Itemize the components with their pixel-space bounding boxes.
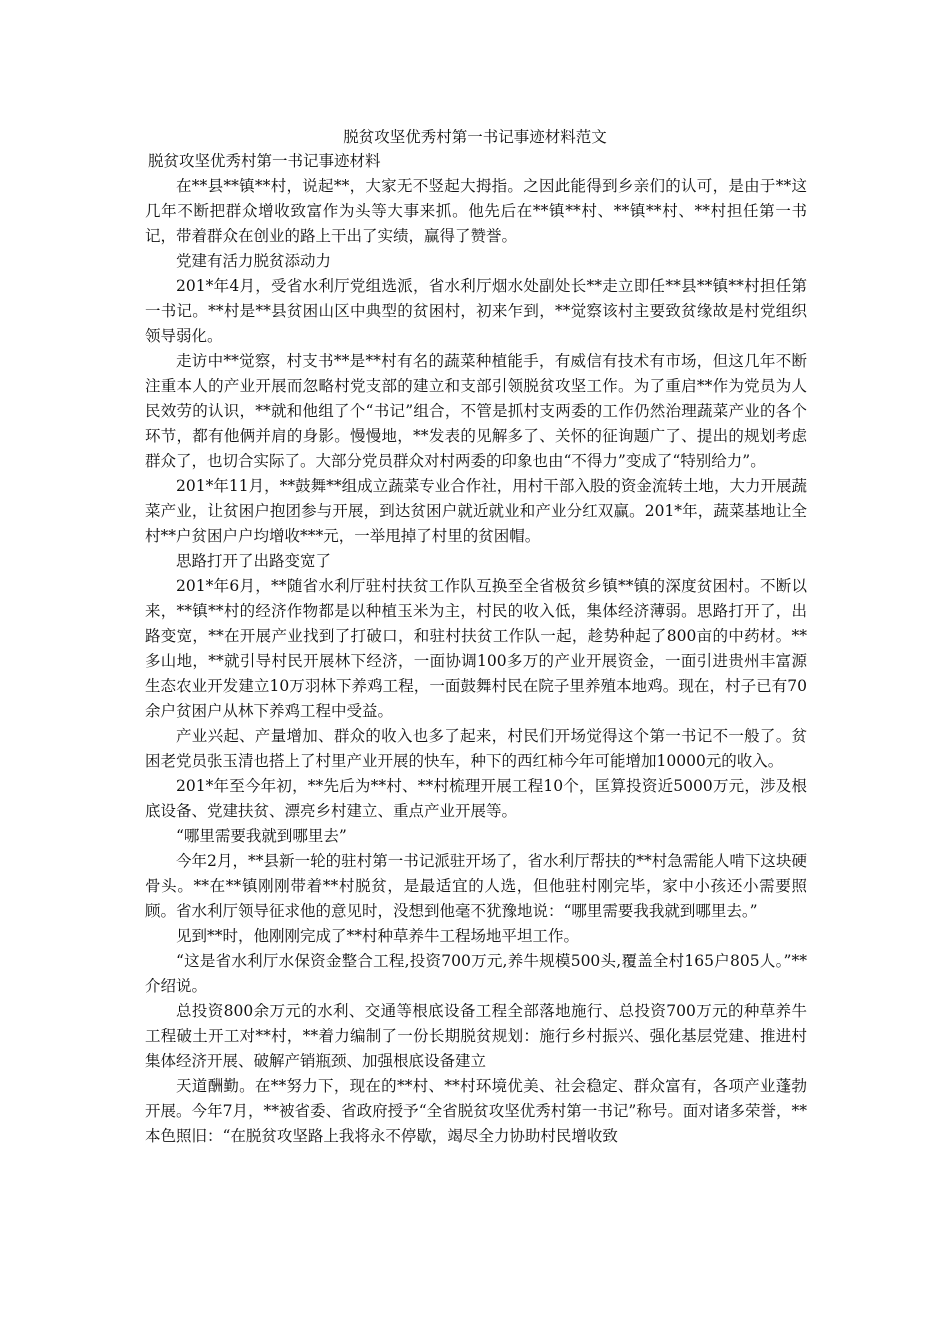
paragraph: 201*年11月，**鼓舞**组成立蔬菜专业合作社，用村干部入股的资金流转土地，大力开展蔬菜产业，让贫困户抱团参与开展，到达贫困户就近就业和产业分红双赢。201*年，蔬菜基地让全村**户贫困户户均增收***元，一举甩掉了村里的贫困帽。 (145, 477, 807, 545)
paragraph: 201*年6月，**随省水利厅驻村扶贫工作队互换至全省极贫乡镇**镇的深度贫困村。不断以来，**镇**村的经济作物都是以种植玉米为主，村民的收入低，集体经济薄弱。思路打开了，出路变宽，**在开展产业找到了打破口，和驻村扶贫工作队一起，趁势种起了800亩的中药材。**多山地，**就引导村民开展林下经济，一面协调100多万的产业开展资金，一面引进贵州丰富源生态农业开发建立10万羽林下养鸡工程，一面鼓舞村民在院子里养殖本地鸡。现在，村子已有70余户贫困户从林下养鸡工程中受益。 (145, 577, 807, 720)
paragraph: 走访中**觉察，村支书**是**村有名的蔬菜种植能手，有威信有技术有市场，但这几年不断注重本人的产业开展而忽略村党支部的建立和支部引领脱贫攻坚工作。为了重启**作为党员为人民效劳的认识，**就和他组了个“书记”组合，不管是抓村支两委的工作仍然治理蔬菜产业的各个环节，都有他俩并肩的身影。慢慢地，**发表的见解多了、关怀的征询题广了、提出的规划考虑群众了，也切合实际了。大部分党员群众对村两委的印象也由“不得力”变成了“特别给力”。 (145, 352, 807, 470)
paragraph: 201*年至今年初，**先后为**村、**村梳理开展工程10个，匡算投资近5000万元，涉及根底设备、党建扶贫、漂亮乡村建立、重点产业开展等。 (145, 777, 807, 820)
paragraph: 在**县**镇**村，说起**，大家无不竖起大拇指。之因此能得到乡亲们的认可，是由于**这几年不断把群众增收致富作为头等大事来抓。他先后在**镇**村、**镇**村、**村担任第一书记，带着群众在创业的路上干出了实绩，赢得了赞誉。 (145, 177, 807, 245)
paragraph: 产业兴起、产量增加、群众的收入也多了起来，村民们开场觉得这个第一书记不一般了。贫困老党员张玉清也搭上了村里产业开展的快车，种下的西红柿今年可能增加10000元的收入。 (145, 727, 807, 770)
paragraph: “这是省水利厅水保资金整合工程,投资700万元,养牛规模500头,覆盖全村165户805人。”**介绍说。 (145, 952, 807, 995)
section-heading: “哪里需要我就到哪里去” (176, 827, 347, 845)
document-subtitle: 脱贫攻坚优秀村第一书记事迹材料 (148, 152, 381, 170)
paragraph: 今年2月，**县新一轮的驻村第一书记派驻开场了，省水利厅帮扶的**村急需能人啃下这块硬骨头。**在**镇刚刚带着**村脱贫，是最适宜的人选，但他驻村刚完毕，家中小孩还小需要照顾。省水利厅领导征求他的意见时，没想到他毫不犹豫地说：“哪里需要我我就到哪里去。” (145, 852, 807, 920)
document-body (145, 174, 807, 1149)
paragraph: 201*年4月，受省水利厅党组选派，省水利厅烟水处副处长**走立即任**县**镇**村担任第一书记。**村是**县贫困山区中典型的贫困村，初来乍到，**觉察该村主要致贫缘故是村党组织领导弱化。 (145, 277, 807, 345)
section-heading: 党建有活力脱贫添动力 (176, 252, 332, 270)
paragraph: 见到**时，他刚刚完成了**村种草养牛工程场地平坦工作。 (176, 927, 580, 945)
document-title: 脱贫攻坚优秀村第一书记事迹材料范文 (343, 128, 607, 146)
paragraph: 天道酬勤。在**努力下，现在的**村、**村环境优美、社会稳定、群众富有，各项产业蓬勃开展。今年7月，**被省委、省政府授予“全省脱贫攻坚优秀村第一书记”称号。面对诸多荣誉，**本色照旧：“在脱贫攻坚路上我将永不停歇，竭尽全力协助村民增收致 (145, 1077, 807, 1145)
paragraph: 总投资800余万元的水利、交通等根底设备工程全部落地施行、总投资700万元的种草养牛工程破土开工对**村，**着力编制了一份长期脱贫规划：施行乡村振兴、强化基层党建、推进村集体经济开展、破解产销瓶颈、加强根底设备建立 (145, 1002, 807, 1070)
section-heading: 思路打开了出路变宽了 (176, 552, 332, 570)
